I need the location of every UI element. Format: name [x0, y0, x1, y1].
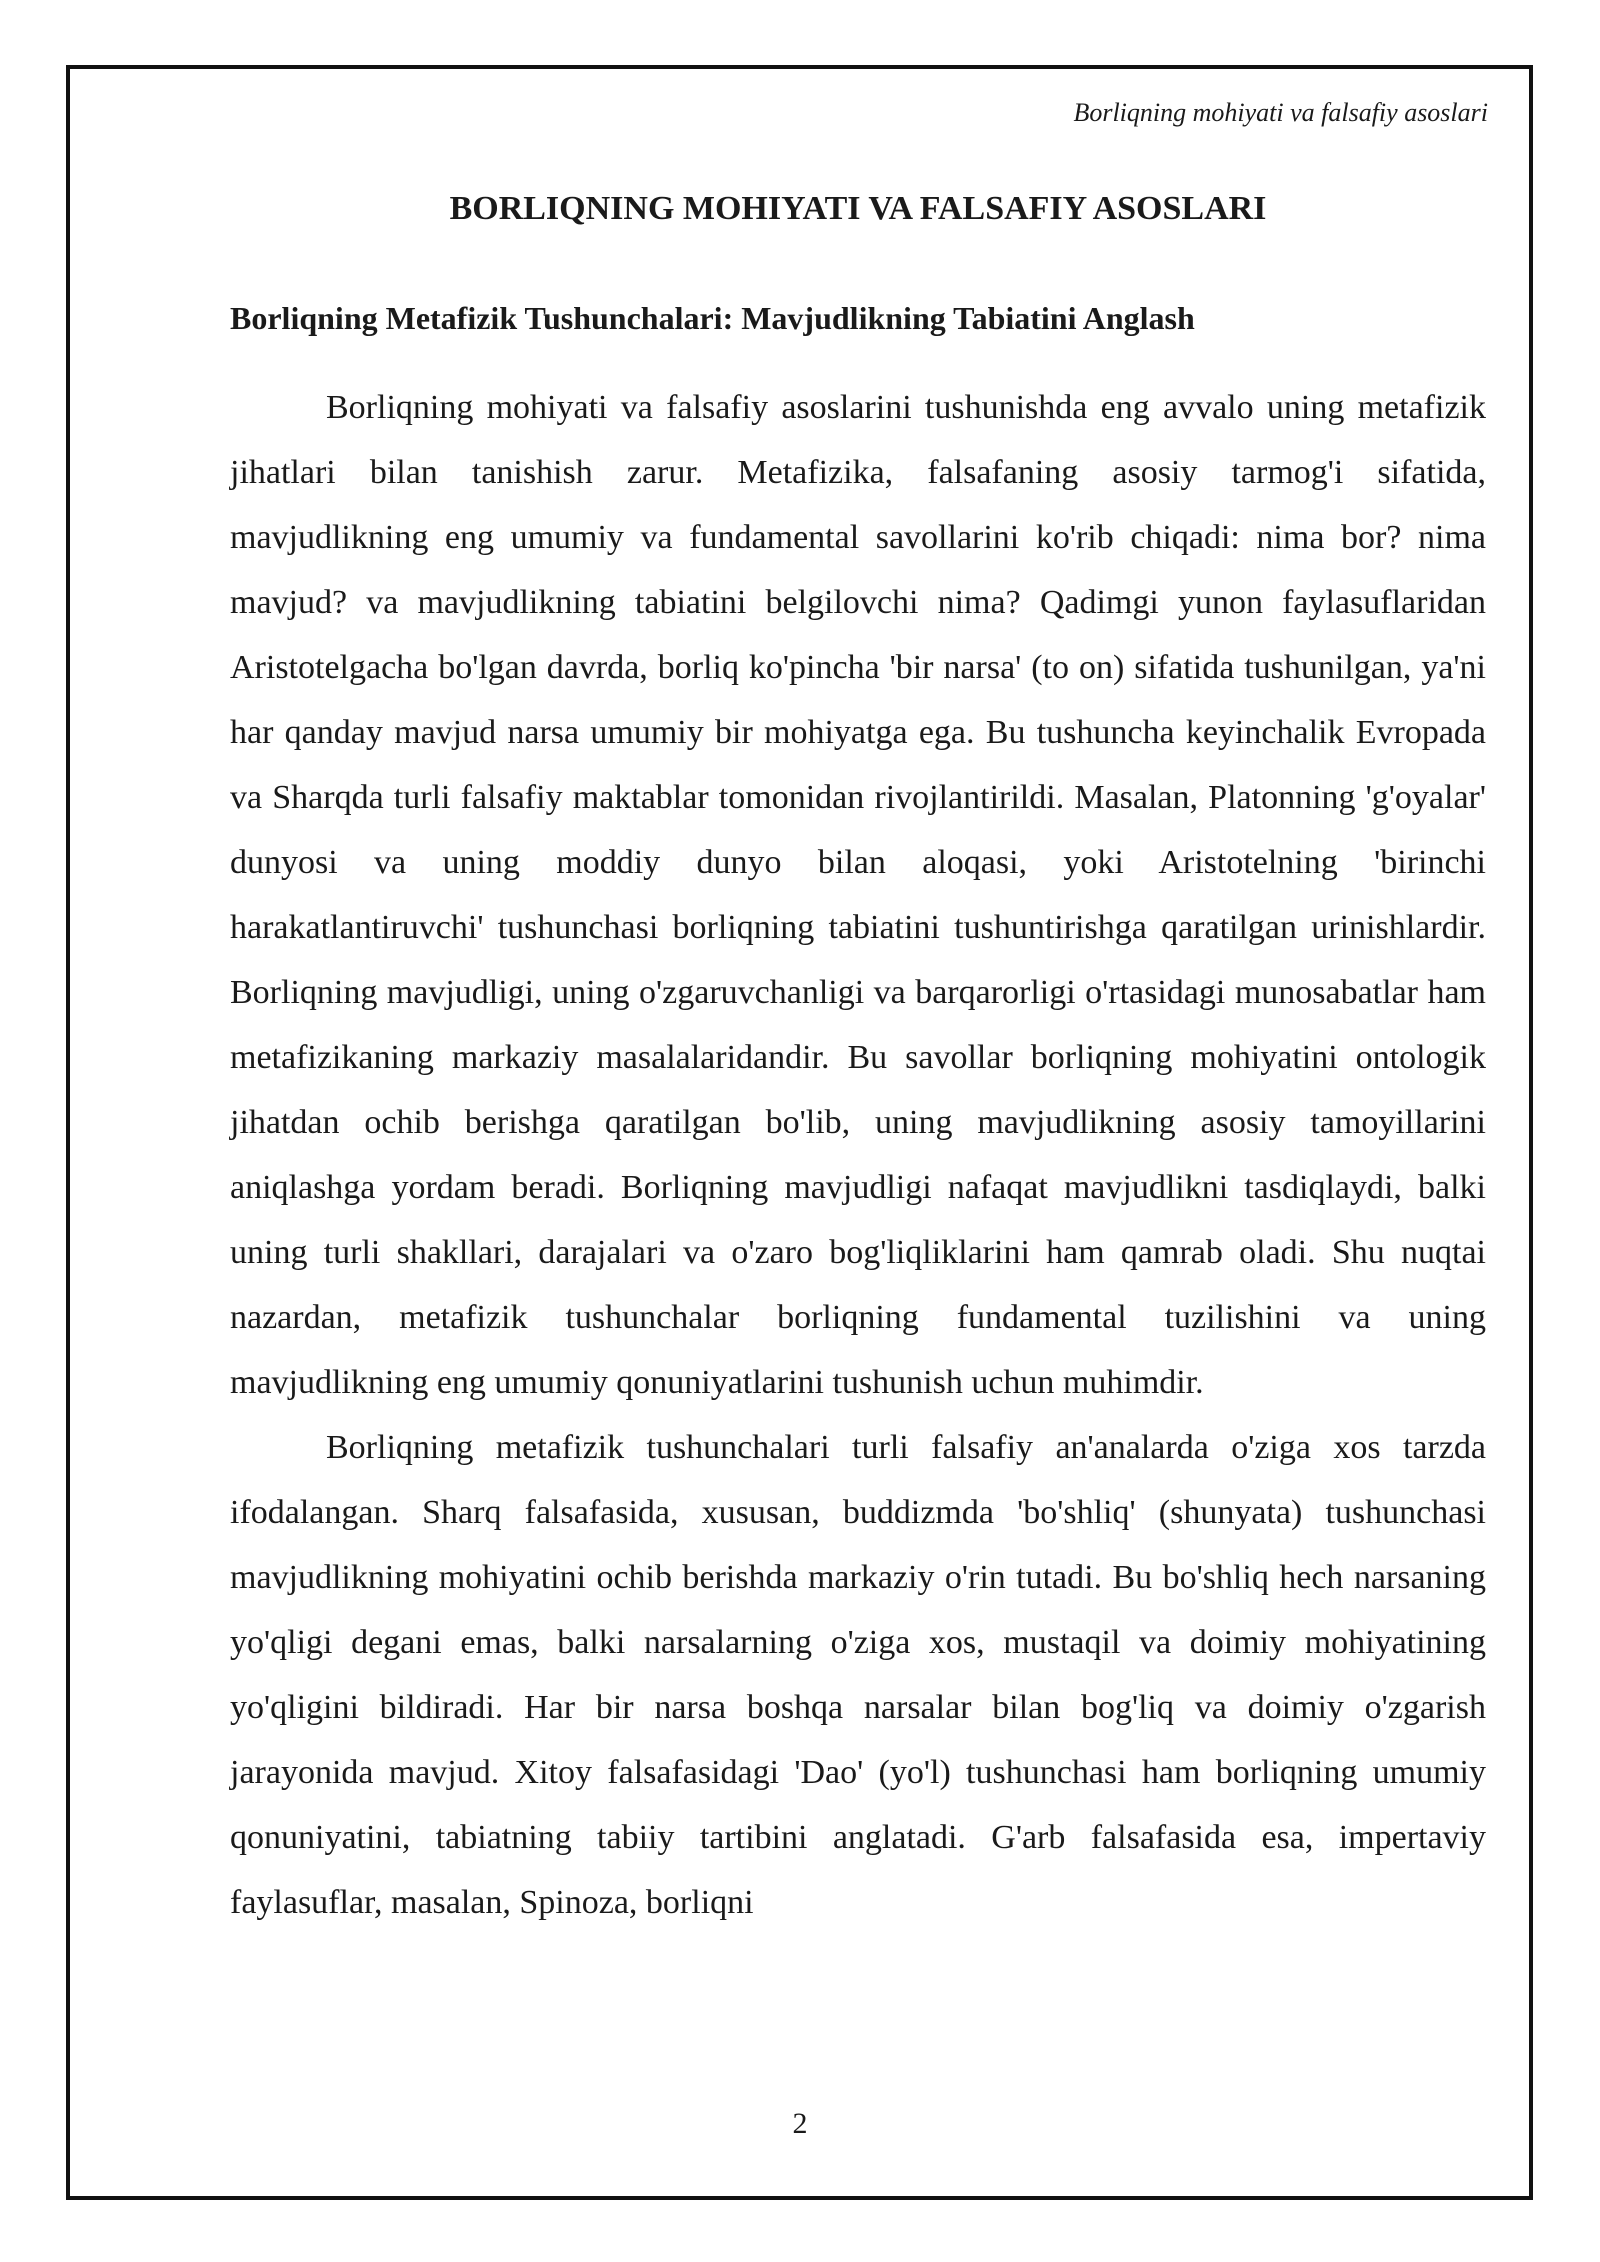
running-header: Borliqning mohiyati va falsafiy asoslari: [1073, 98, 1488, 127]
section-heading: Borliqning Metafizik Tushunchalari: Mavjudlikning Tabiatini Anglash: [230, 300, 1195, 336]
paragraph-2: Borliqning metafizik tushunchalari turli falsafiy an'analarda o'ziga xos tarzda ifodalangan. Sharq falsafasida, xususan, buddizmda 'bo'shliq' (shunyata) tushunchasi mavjudlikning mohiyatini ochib berishda markaziy o'rin tutadi. Bu bo'shliq hech narsaning yo'qligi degani emas, balki narsalarning o'ziga xos, mustaqil va doimiy mohiyatining yo'qligini bildiradi. Har bir narsa boshqa narsalar bilan bog'liq va doimiy o'zgarish jarayonida mavjud. Xitoy falsafasidagi 'Dao' (yo'l) tushunchasi ham borliqning umumiy qonuniyatini, tabiatning tabiiy tartibini anglatadi. G'arb falsafasida esa, impertaviy faylasuflar, masalan, Spinoza, borliqni: [230, 1429, 1486, 1921]
paragraph-1: Borliqning mohiyati va falsafiy asoslarini tushunishda eng avvalo uning metafizik jihatlari bilan tanishish zarur. Metafizika, falsafaning asosiy tarmog'i sifatida, mavjudlikning eng umumiy va fundamental savollarini ko'rib chiqadi: nima bor? nima mavjud? va mavjudlikning tabiatini belgilovchi nima? Qadimgi yunon faylasuflaridan Aristotelgacha bo'lgan davrda, borliq ko'pincha 'bir narsa' (to on) sifatida tushunilgan, ya'ni har qanday mavjud narsa umumiy bir mohiyatga ega. Bu tushuncha keyinchalik Evropada va Sharqda turli falsafiy maktablar tomonidan rivojlantirildi. Masalan, Platonning 'g'oyalar' dunyosi va uning moddiy dunyo bilan aloqasi, yoki Aristotelning 'birinchi harakatlantiruvchi' tushunchasi borliqning tabiatini tushuntirishga qaratilgan urinishlardir. Borliqning mavjudligi, uning o'zgaruvchanligi va barqarorligi o'rtasidagi munosabatlar ham metafizikaning markaziy masalalaridandir. Bu savollar borliqning mohiyatini ontologik jihatdan ochib berishga qaratilgan bo'lib, uning mavjudlikning asosiy tamoyillarini aniqlashga yordam beradi. Borliqning mavjudligi nafaqat mavjudlikni tasdiqlaydi, balki uning turli shakllari, darajalari va o'zaro bog'liqliklarini ham qamrab oladi. Shu nuqtai nazardan, metafizik tushunchalar borliqning fundamental tuzilishini va uning mavjudlikning eng umumiy qonuniyatlarini tushunish uchun muhimdir.: [230, 389, 1486, 1401]
page-number: 2: [792, 2107, 808, 2140]
document-title: BORLIQNING MOHIYATI VA FALSAFIY ASOSLARI: [449, 190, 1267, 227]
body-text: [230, 375, 1486, 1935]
